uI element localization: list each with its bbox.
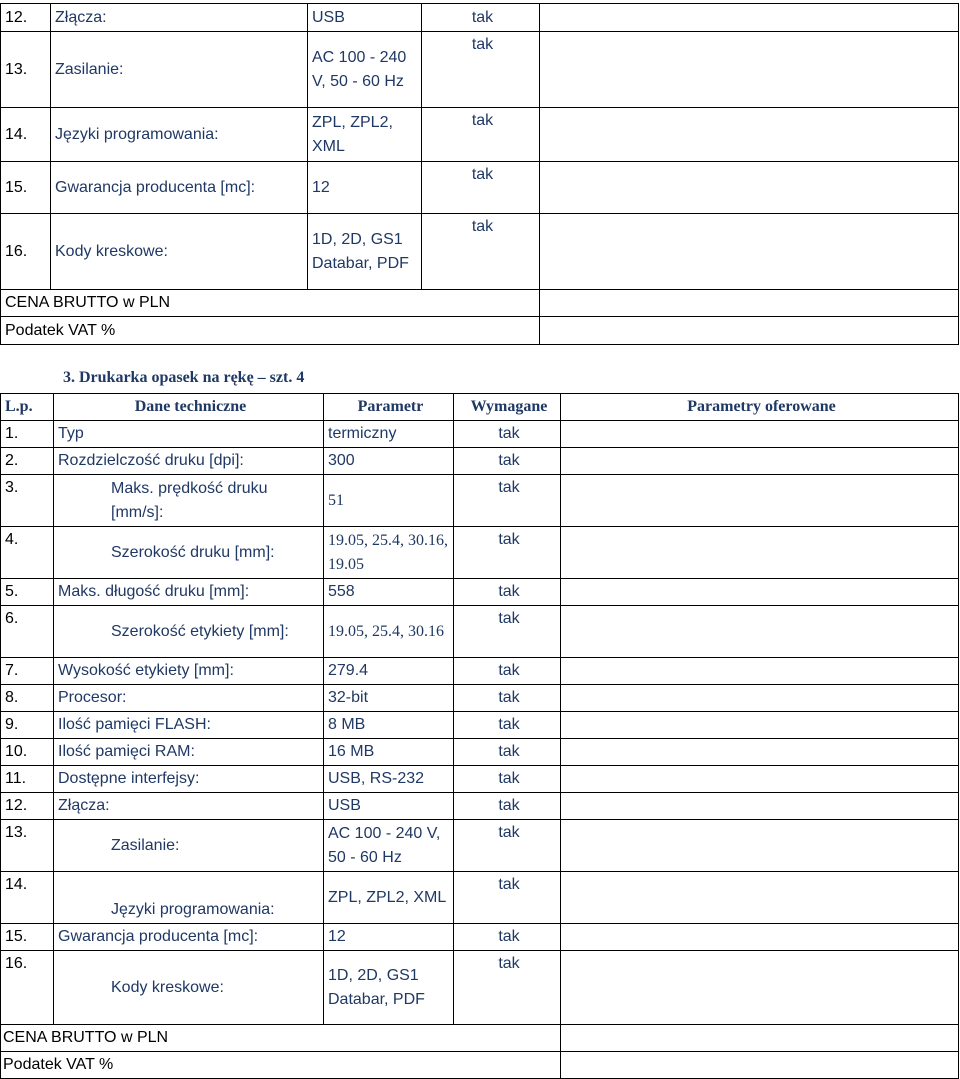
row-offered[interactable] [561, 793, 959, 820]
row-required: tak [454, 606, 561, 658]
row-required: tak [454, 820, 561, 872]
table-row [1, 820, 959, 872]
row-required: tak [454, 658, 561, 685]
row-offered[interactable] [540, 108, 959, 162]
row-number: 1. [1, 421, 54, 448]
vat-value[interactable] [540, 317, 959, 345]
row-number: 5. [1, 579, 54, 606]
row-required: tak [454, 766, 561, 793]
header-tech: Dane techniczne [54, 394, 324, 421]
row-label: Szerokość etykiety [mm]: [54, 606, 324, 658]
row-param: AC 100 - 240 V, 50 - 60 Hz [324, 820, 454, 872]
table-row [1, 658, 959, 685]
table-row [1, 712, 959, 739]
row-number: 14. [1, 108, 51, 162]
row-number: 3. [1, 475, 54, 527]
row-required: tak [422, 4, 540, 32]
row-label: Szerokość druku [mm]: [54, 527, 324, 579]
row-required: tak [454, 924, 561, 951]
table-row [1, 739, 959, 766]
row-label: Złącza: [54, 793, 324, 820]
row-offered[interactable] [561, 579, 959, 606]
row-number: 14. [1, 872, 54, 924]
row-param: 558 [324, 579, 454, 606]
table-row [1, 606, 959, 658]
row-number: 13. [1, 820, 54, 872]
row-label: Kody kreskowe: [51, 214, 308, 290]
table-row [1, 214, 959, 290]
row-label: Procesor: [54, 685, 324, 712]
table-row [1, 793, 959, 820]
row-param: termiczny [324, 421, 454, 448]
row-offered[interactable] [561, 685, 959, 712]
row-label: Języki programowania: [54, 872, 324, 924]
row-label: Kody kreskowe: [54, 951, 324, 1025]
row-label: Zasilanie: [54, 820, 324, 872]
row-number: 9. [1, 712, 54, 739]
row-label: Gwarancja producenta [mc]: [51, 162, 308, 214]
row-label: Ilość pamięci RAM: [54, 739, 324, 766]
row-param: ZPL, ZPL2, XML [308, 108, 422, 162]
table-row [1, 108, 959, 162]
row-required: tak [454, 793, 561, 820]
row-number: 12. [1, 793, 54, 820]
row-offered[interactable] [561, 475, 959, 527]
header-required: Wymagane [454, 394, 561, 421]
header-param: Parametr [324, 394, 454, 421]
price-row [1, 1025, 959, 1052]
price-label: CENA BRUTTO w PLN [1, 290, 540, 317]
table-header [1, 394, 959, 421]
vat-label: Podatek VAT % [1, 317, 540, 345]
row-param: 51 [324, 475, 454, 527]
row-param: 1D, 2D, GS1 Databar, PDF [308, 214, 422, 290]
table-row [1, 32, 959, 108]
row-param: USB [308, 4, 422, 32]
row-label: Rozdzielczość druku [dpi]: [54, 448, 324, 475]
row-param: 16 MB [324, 739, 454, 766]
row-required: tak [454, 527, 561, 579]
row-required: tak [422, 32, 540, 108]
row-number: 7. [1, 658, 54, 685]
row-label: Ilość pamięci FLASH: [54, 712, 324, 739]
row-number: 11. [1, 766, 54, 793]
row-param: 12 [324, 924, 454, 951]
row-number: 6. [1, 606, 54, 658]
row-number: 16. [1, 214, 51, 290]
row-offered[interactable] [561, 448, 959, 475]
row-offered[interactable] [561, 658, 959, 685]
vat-row [1, 1052, 959, 1079]
row-param: USB, RS-232 [324, 766, 454, 793]
section-title: 3. Drukarka opasek na rękę – szt. 4 [63, 369, 305, 386]
row-offered[interactable] [561, 766, 959, 793]
row-label: Typ [54, 421, 324, 448]
table-row [1, 951, 959, 1025]
row-required: tak [422, 214, 540, 290]
row-number: 15. [1, 924, 54, 951]
row-offered[interactable] [561, 421, 959, 448]
row-offered[interactable] [561, 924, 959, 951]
row-label: Języki programowania: [51, 108, 308, 162]
row-offered[interactable] [540, 32, 959, 108]
row-required: tak [454, 475, 561, 527]
row-label: Zasilanie: [51, 32, 308, 108]
table-row [1, 685, 959, 712]
vat-row [1, 317, 959, 345]
row-offered[interactable] [561, 872, 959, 924]
vat-label: Podatek VAT % [1, 1052, 561, 1079]
vat-value[interactable] [561, 1052, 959, 1079]
price-value[interactable] [540, 290, 959, 317]
row-param: 19.05, 25.4, 30.16 [324, 606, 454, 658]
row-required: tak [454, 951, 561, 1025]
row-param: 279.4 [324, 658, 454, 685]
price-row [1, 290, 959, 317]
row-required: tak [454, 685, 561, 712]
table-row [1, 924, 959, 951]
row-required: tak [454, 579, 561, 606]
row-label: Maks. długość druku [mm]: [54, 579, 324, 606]
price-value[interactable] [561, 1025, 959, 1052]
row-number: 15. [1, 162, 51, 214]
row-offered[interactable] [561, 951, 959, 1025]
table-row [1, 872, 959, 924]
row-number: 4. [1, 527, 54, 579]
row-required: tak [422, 108, 540, 162]
row-param: AC 100 - 240 V, 50 - 60 Hz [308, 32, 422, 108]
row-required: tak [454, 872, 561, 924]
row-number: 16. [1, 951, 54, 1025]
row-offered[interactable] [561, 712, 959, 739]
table-row [1, 162, 959, 214]
row-param: 1D, 2D, GS1 Databar, PDF [324, 951, 454, 1025]
row-offered[interactable] [540, 4, 959, 32]
row-param: 32-bit [324, 685, 454, 712]
row-label: Dostępne interfejsy: [54, 766, 324, 793]
row-param: USB [324, 793, 454, 820]
table-row [1, 766, 959, 793]
row-label: Gwarancja producenta [mc]: [54, 924, 324, 951]
row-number: 8. [1, 685, 54, 712]
row-required: tak [454, 448, 561, 475]
table-row [1, 448, 959, 475]
header-offered: Parametry oferowane [561, 394, 959, 421]
row-offered[interactable] [561, 527, 959, 579]
row-label: Maks. prędkość druku [mm/s]: [54, 475, 324, 527]
price-label: CENA BRUTTO w PLN [1, 1025, 561, 1052]
row-required: tak [454, 712, 561, 739]
row-param: 12 [308, 162, 422, 214]
row-number: 10. [1, 739, 54, 766]
header-lp: L.p. [1, 394, 54, 421]
row-offered[interactable] [540, 214, 959, 290]
row-param: 300 [324, 448, 454, 475]
table-row [1, 475, 959, 527]
table-row [1, 4, 959, 32]
row-param: 19.05, 25.4, 30.16, 19.05 [324, 527, 454, 579]
row-required: tak [454, 421, 561, 448]
row-offered[interactable] [540, 162, 959, 214]
row-label: Złącza: [51, 4, 308, 32]
row-required: tak [422, 162, 540, 214]
spec-table-previous [0, 3, 959, 345]
row-param: ZPL, ZPL2, XML [324, 872, 454, 924]
row-number: 12. [1, 4, 51, 32]
table-row [1, 579, 959, 606]
row-number: 2. [1, 448, 54, 475]
table-row [1, 421, 959, 448]
spec-table-wristband-printer [0, 393, 959, 1079]
row-label: Wysokość etykiety [mm]: [54, 658, 324, 685]
row-required: tak [454, 739, 561, 766]
row-number: 13. [1, 32, 51, 108]
row-offered[interactable] [561, 606, 959, 658]
row-offered[interactable] [561, 739, 959, 766]
table-row [1, 527, 959, 579]
row-param: 8 MB [324, 712, 454, 739]
row-offered[interactable] [561, 820, 959, 872]
